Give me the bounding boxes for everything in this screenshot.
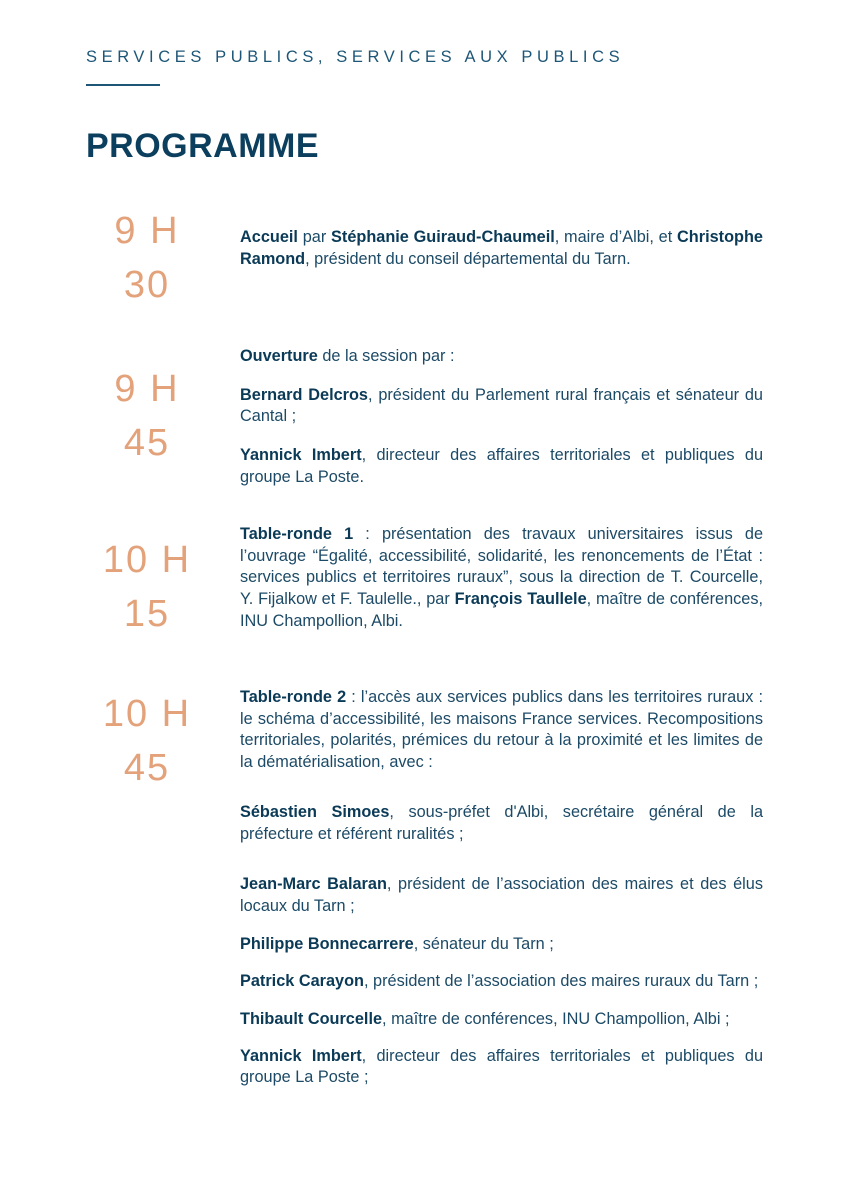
session-time: [87, 362, 207, 470]
speaker-name: Christophe Ramond: [240, 228, 763, 268]
session-time: [87, 533, 207, 641]
paragraph-text: , président de l’association des maires et des élus locaux du Tarn ;: [240, 875, 763, 915]
speaker-name: Jean-Marc Balaran: [240, 875, 387, 894]
session-time-hour: 10 H: [102, 539, 192, 581]
paragraph-text: : l’accès aux services publics dans les territoires ruraux : le schéma d’accessibilité, les maisons France services. Recompositions territoriales, polarités, prémices du retour à la proximité et les limites de la dématérialisation, avec :: [240, 688, 764, 772]
speaker-name: Yannick Imbert: [240, 1046, 362, 1065]
session-paragraph: [240, 687, 763, 774]
session-time-hour: 9 H: [114, 210, 180, 252]
speaker-name: Philippe Bonnecarrere: [240, 934, 414, 953]
paragraph-text: , directeur des affaires territoriales et publiques du groupe La Poste ;: [240, 1046, 763, 1087]
paragraph-text: , sénateur du Tarn ;: [413, 934, 554, 953]
paragraph-text: , président du conseil départemental du Tarn.: [305, 249, 631, 268]
session-paragraph: [240, 874, 763, 917]
speaker-name: Accueil: [240, 228, 298, 246]
speaker-name: Sébastien Simoes: [240, 802, 390, 821]
session-paragraph: [240, 346, 763, 368]
session-paragraph: [240, 524, 763, 633]
paragraph-text: , directeur des affaires territoriales et publiques du groupe La Poste.: [240, 446, 763, 486]
paragraph-text: , président du Parlement rural français et sénateur du Cantal ;: [240, 385, 763, 426]
session-time-minutes: 45: [123, 422, 171, 464]
paragraph-text: , maître de conférences, INU Champollion, Albi.: [240, 590, 763, 630]
session-description: [240, 687, 763, 1089]
session-time: [87, 687, 207, 795]
paragraph-text: : présentation des travaux universitaires issus de l’ouvrage “Égalité, accessibilité, solidarité, les renoncements de l’État : services publics et territoires ruraux”, sous la direction de T. Courcelle, Y. Fijalkow et F. Taulelle., par: [240, 525, 763, 609]
session-paragraph: [240, 1046, 763, 1089]
speaker-name: Ouverture: [240, 347, 318, 365]
session-paragraph: [240, 1009, 763, 1031]
session-paragraph: [240, 971, 763, 993]
paragraph-text: , maître de conférences, INU Champollion, Albi ;: [382, 1010, 730, 1029]
speaker-name: Thibault Courcelle: [240, 1010, 383, 1029]
paragraph-text: , président de l’association des maires ruraux du Tarn ;: [363, 972, 759, 991]
session-time-minutes: 30: [123, 264, 171, 306]
session-paragraph: [240, 934, 763, 956]
session-time-minutes: 15: [123, 593, 171, 635]
session-paragraph: [240, 227, 763, 270]
session-paragraph: [240, 445, 763, 488]
header-kicker: SERVICES PUBLICS, SERVICES AUX PUBLICS: [86, 48, 625, 66]
session-time-hour: 10 H: [102, 693, 192, 735]
paragraph-text: , sous-préfet d'Albi, secrétaire général de la préfecture et référent ruralités ;: [240, 802, 763, 843]
speaker-name: François Taullele: [454, 590, 587, 609]
session-description: [240, 524, 763, 633]
session-paragraph: [240, 802, 763, 845]
session-time-hour: 9 H: [114, 368, 180, 410]
session-paragraph: [240, 385, 763, 428]
session-time: [87, 204, 207, 312]
speaker-name: Stéphanie Guiraud-Chaumeil: [331, 228, 555, 246]
speaker-name: Table-ronde 1: [240, 525, 354, 543]
paragraph-text: par: [297, 228, 332, 246]
page-title: PROGRAMME: [86, 127, 320, 165]
speaker-name: Yannick Imbert: [240, 446, 362, 465]
paragraph-text: , maire d’Albi, et: [554, 228, 678, 246]
paragraph-text: de la session par :: [317, 347, 455, 365]
speaker-name: Patrick Carayon: [240, 972, 364, 991]
session-description: [240, 346, 763, 489]
header-rule: [86, 84, 160, 86]
session-time-minutes: 45: [123, 747, 171, 789]
speaker-name: Bernard Delcros: [240, 385, 368, 404]
speaker-name: Table-ronde 2: [240, 688, 347, 706]
session-description: [240, 227, 763, 270]
